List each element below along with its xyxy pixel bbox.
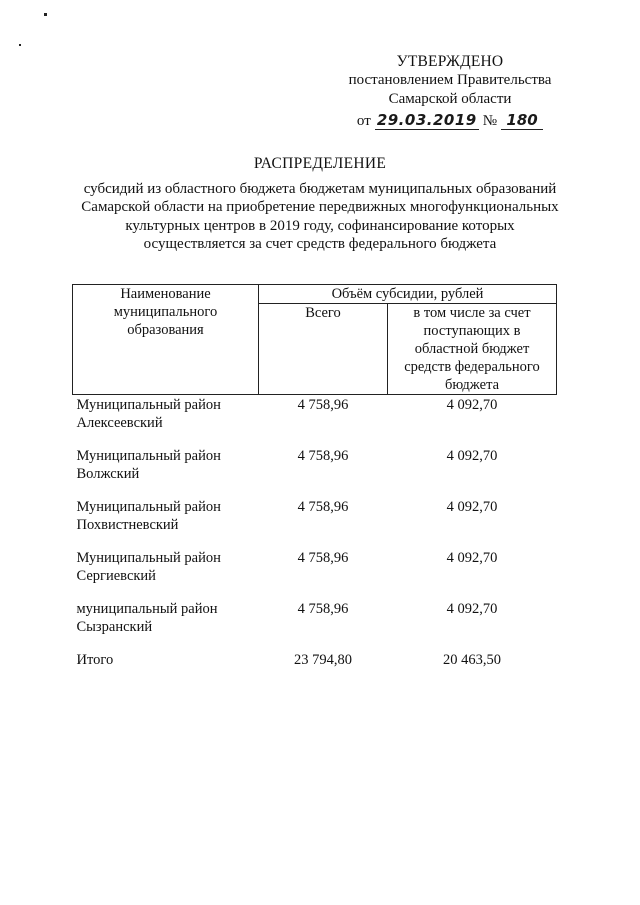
subsidy-federal: 4 092,70 — [446, 448, 498, 464]
header-total: Всего — [258, 304, 387, 395]
header-text: бюджета — [444, 377, 500, 393]
table-row — [73, 600, 557, 651]
municipality-name — [73, 600, 259, 651]
number-prefix: № — [482, 113, 498, 129]
distribution-table — [72, 284, 557, 669]
total-row — [73, 651, 557, 669]
header-federal — [388, 304, 557, 395]
approval-heading: УТВЕРЖДЕНО — [396, 53, 504, 70]
approval-line: Самарской области — [388, 91, 512, 107]
subtitle-line: Самарской области на приобретение передвижных многофункциональных — [81, 199, 559, 215]
municipality-name — [73, 447, 259, 498]
name-line: муниципальный район — [76, 601, 218, 617]
subsidy-total: 4 758,96 — [297, 499, 349, 515]
header-text: образования — [127, 322, 204, 338]
municipality-name — [73, 498, 259, 549]
header-text: средств федерального — [404, 359, 540, 375]
table-row — [73, 498, 557, 549]
name-line: Сызранский — [76, 619, 153, 635]
header-text: Наименование — [120, 286, 211, 302]
header-text: муниципального — [113, 304, 218, 320]
municipality-name — [73, 395, 259, 448]
approval-block — [330, 52, 570, 131]
municipality-name — [73, 549, 259, 600]
table-row — [73, 549, 557, 600]
subsidy-total: 4 758,96 — [297, 448, 349, 464]
scan-speck — [19, 44, 21, 46]
subsidy-total: 4 758,96 — [297, 397, 349, 413]
handwritten-date: 29.03.2019 — [375, 112, 479, 130]
subtitle-line: культурных центров в 2019 году, софинансирование которых — [125, 217, 515, 234]
handwritten-number: 180 — [501, 112, 543, 130]
approval-date-line — [330, 112, 570, 131]
table-row — [73, 447, 557, 498]
name-line: Муниципальный район — [76, 499, 221, 515]
subsidy-total: 4 758,96 — [297, 601, 349, 617]
subsidy-federal: 4 092,70 — [446, 601, 498, 617]
header-text: областной бюджет — [414, 341, 530, 357]
subsidy-federal: 4 092,70 — [446, 397, 498, 413]
total-label: Итого — [76, 652, 114, 668]
subtitle-line: субсидий из областного бюджета бюджетам муниципальных образований — [83, 180, 557, 197]
header-volume: Объём субсидии, рублей — [258, 285, 556, 304]
name-line: Алексеевский — [76, 415, 163, 431]
header-text: в том числе за счет — [413, 305, 531, 321]
subsidy-federal: 4 092,70 — [446, 550, 498, 566]
grand-total: 23 794,80 — [293, 652, 352, 668]
name-line: Муниципальный район — [76, 397, 221, 413]
grand-total-federal: 20 463,50 — [443, 652, 501, 668]
approval-line: постановлением Правительства — [348, 72, 552, 88]
table-row — [73, 395, 557, 448]
scan-speck — [44, 13, 47, 16]
subsidy-federal: 4 092,70 — [446, 499, 498, 515]
document-title: РАСПРЕДЕЛЕНИЕ — [253, 155, 387, 172]
date-prefix: от — [356, 113, 371, 129]
name-line: Волжский — [76, 466, 140, 482]
header-municipality — [73, 285, 259, 395]
subtitle-line: осуществляется за счет средств федерального бюджета — [143, 236, 497, 252]
name-line: Муниципальный район — [76, 448, 221, 464]
name-line: Муниципальный район — [76, 550, 221, 566]
document-title-block — [60, 155, 580, 254]
header-text: поступающих в — [423, 323, 521, 339]
name-line: Сергиевский — [76, 568, 156, 584]
subsidy-total: 4 758,96 — [297, 550, 349, 566]
name-line: Похвистневский — [76, 517, 179, 533]
